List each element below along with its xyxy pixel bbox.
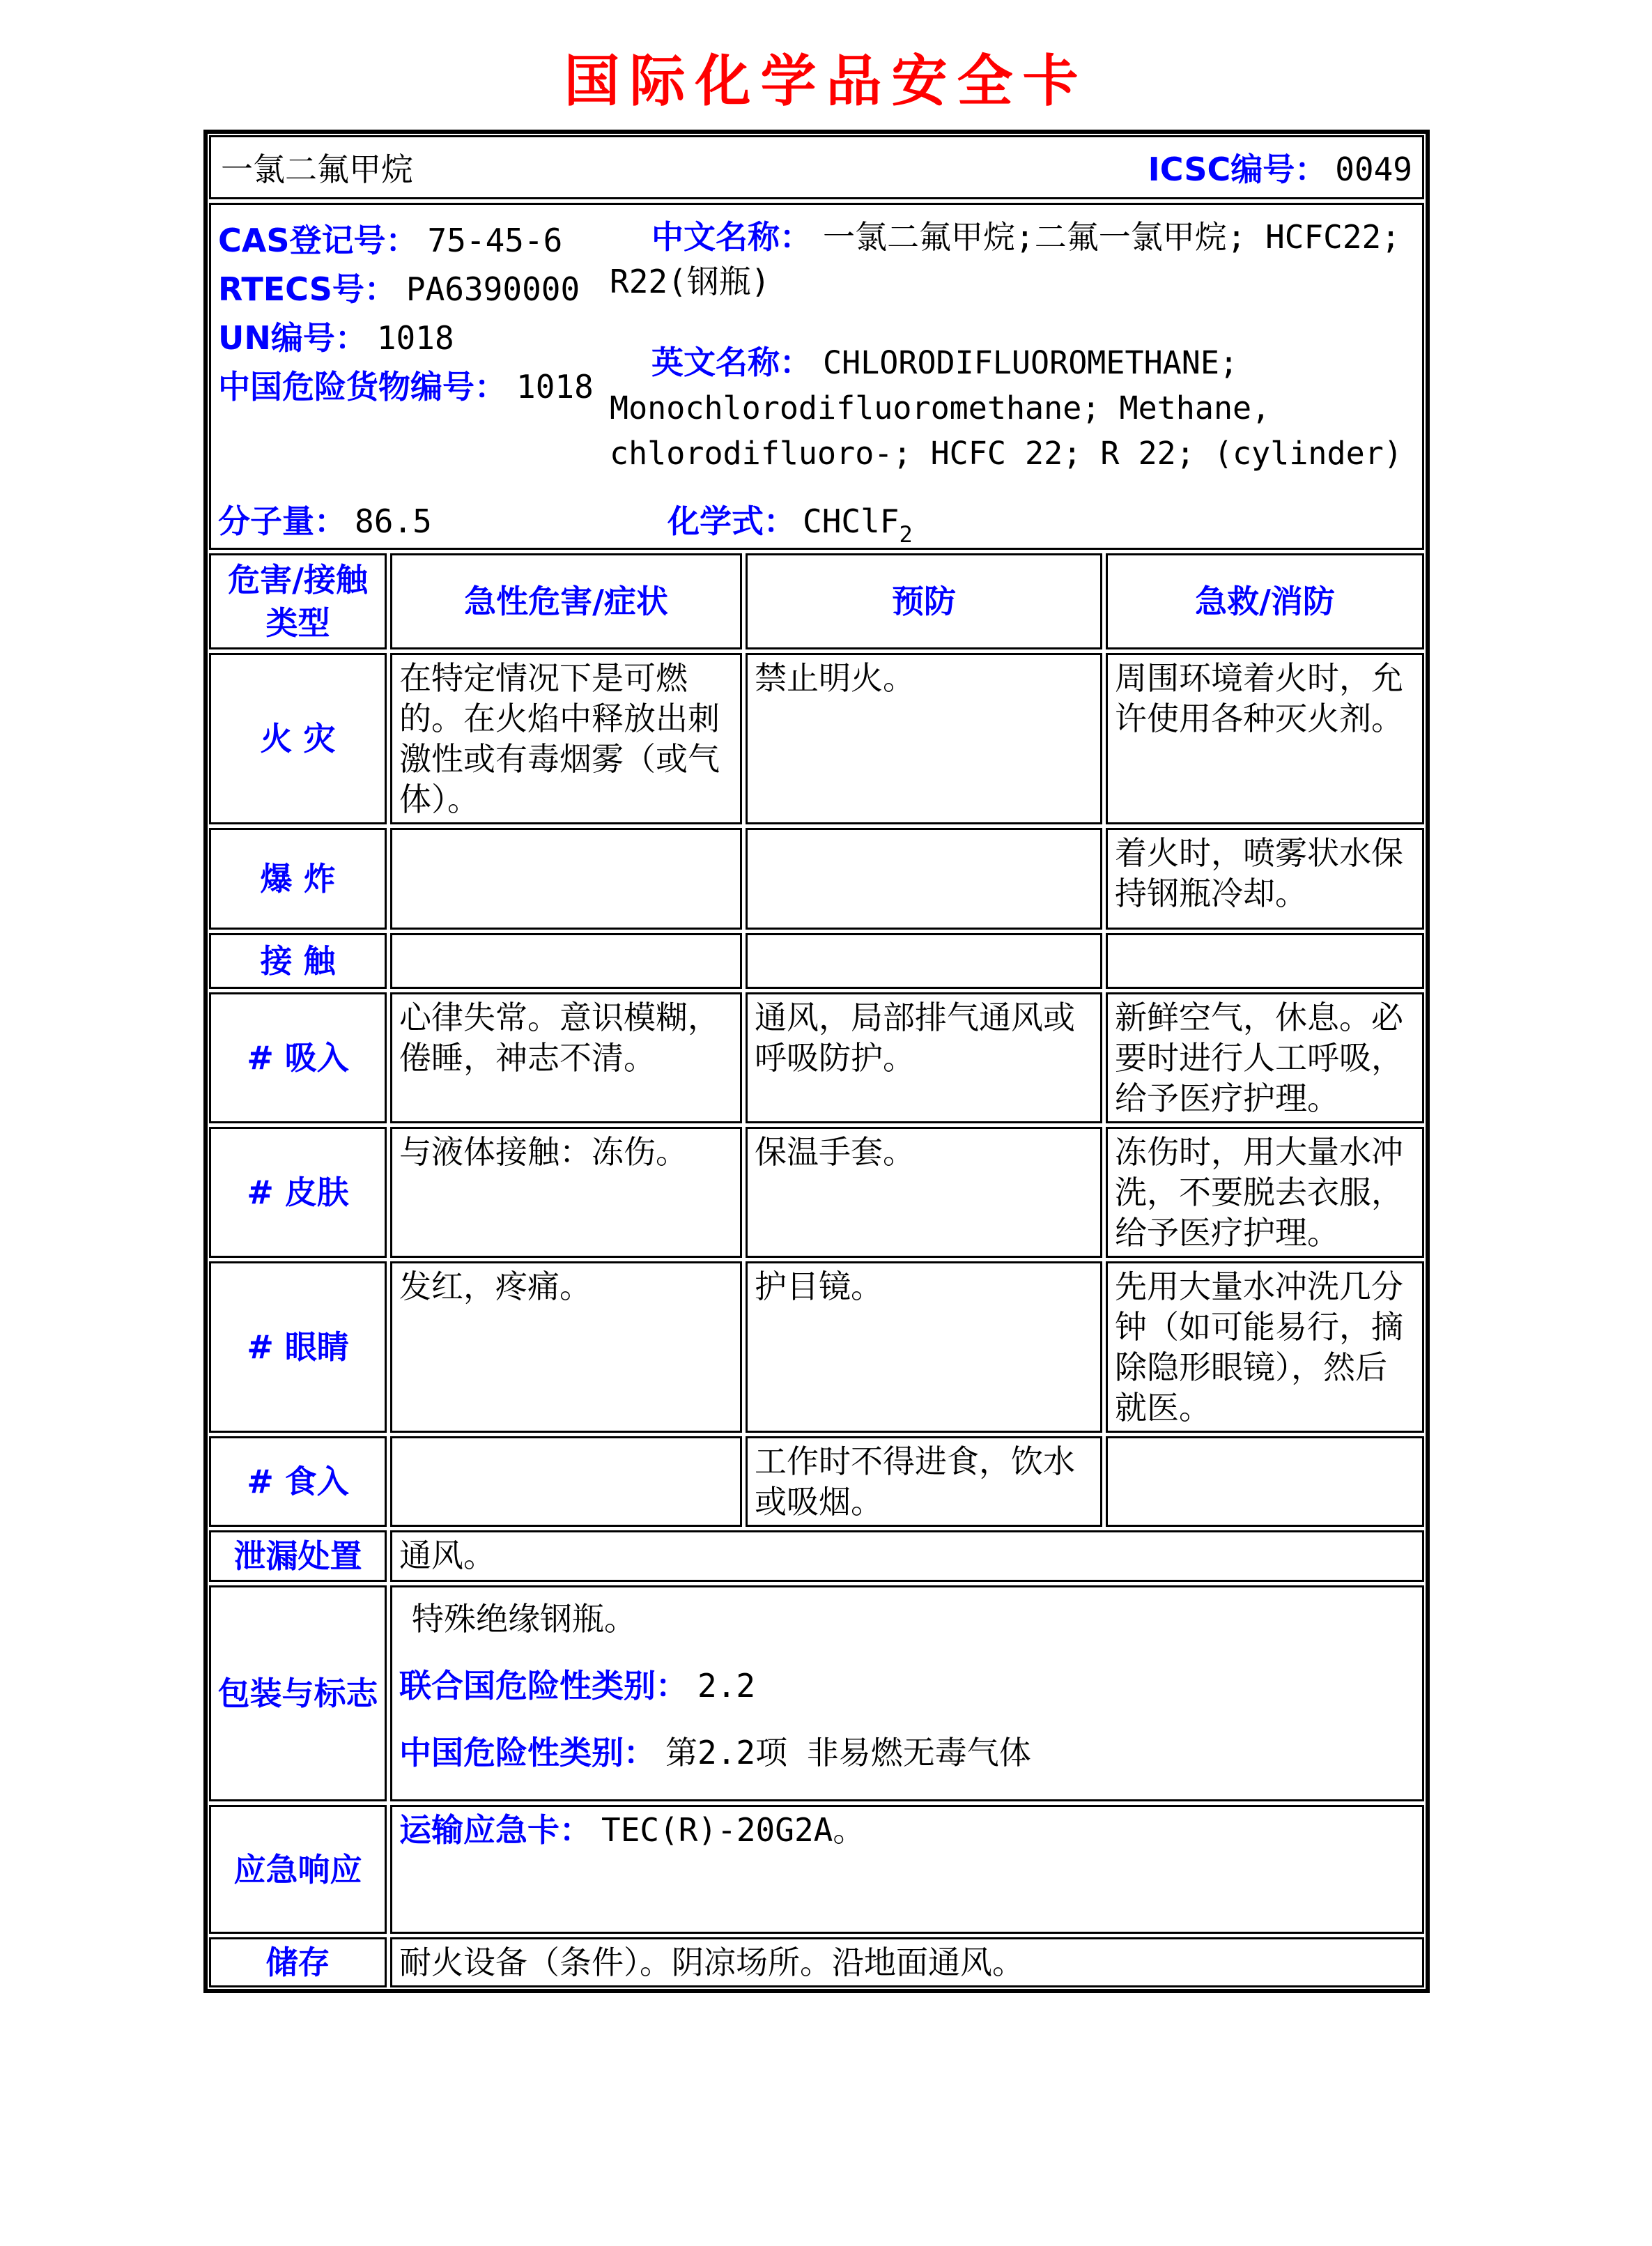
skin-prevention-cell: 保温手套。 [746, 1127, 1102, 1258]
eyes-row-label: # 眼睛 [209, 1261, 387, 1433]
header-prevention: 预防 [746, 553, 1102, 649]
cn-dg-value: 1018 [516, 368, 594, 406]
skin-symptoms-cell: 与液体接触：冻伤。 [390, 1127, 742, 1258]
un-hazard-class-label: 联合国危险性类别： [399, 1667, 688, 1705]
transport-emergency-card-line [399, 1810, 1415, 1850]
cn-dg-number-line [218, 362, 594, 411]
fire-row-label: 火 灾 [209, 653, 387, 824]
exposure-prevention-cell [746, 933, 1102, 989]
ingestion-row-label: # 食入 [209, 1436, 387, 1527]
eyes-first-aid-cell: 先用大量水冲洗几分钟（如可能易行，摘除隐形眼镜），然后就医。 [1106, 1261, 1424, 1433]
formula-value [803, 502, 913, 548]
english-name-label: 英文名称： [651, 344, 812, 381]
emergency-section-label: 应急响应 [209, 1805, 387, 1934]
page-title: 国际化学品安全卡 [564, 49, 1088, 114]
substance-name: 一氯二氟甲烷 [221, 151, 413, 188]
name-row [209, 135, 1424, 199]
cn-dg-label: 中国危险货物编号： [218, 368, 507, 406]
icsc-number-group [1148, 144, 1412, 190]
header-hazard-type: 危害/接触类型 [209, 553, 387, 649]
explosion-symptoms-cell [390, 828, 742, 930]
cas-label: CAS登记号： [218, 222, 418, 259]
rtecs-value: PA6390000 [406, 270, 580, 308]
explosion-row-label: 爆 炸 [209, 828, 387, 930]
inhalation-prevention-cell: 通风，局部排气通风或呼吸防护。 [746, 992, 1102, 1123]
un-number-line [218, 314, 594, 362]
un-hazard-class-line [399, 1666, 1415, 1706]
exposure-symptoms-cell [390, 933, 742, 989]
cn-hazard-class-value: 第2.2项 非易燃无毒气体 [665, 1734, 1031, 1771]
skin-row-label: # 皮肤 [209, 1127, 387, 1258]
skin-first-aid-cell: 冻伤时，用大量水冲洗，不要脱去衣服，给予医疗护理。 [1106, 1127, 1424, 1258]
fire-first-aid-cell: 周围环境着火时，允许使用各种灭火剂。 [1106, 653, 1424, 824]
inhalation-first-aid-cell: 新鲜空气，休息。必要时进行人工呼吸，给予医疗护理。 [1106, 992, 1424, 1123]
spill-section-content: 通风。 [390, 1530, 1424, 1582]
exposure-row-label: 接 触 [209, 933, 387, 989]
chinese-name-line [610, 215, 1416, 304]
cas-value: 75-45-6 [427, 222, 563, 259]
cn-hazard-class-label: 中国危险性类别： [399, 1734, 656, 1771]
formula-label: 化学式： [667, 502, 796, 540]
packaging-section-content [390, 1585, 1424, 1801]
inhalation-symptoms-cell: 心律失常。意识模糊，倦睡，神志不清。 [390, 992, 742, 1123]
formula-base: CHClF [803, 502, 900, 540]
explosion-first-aid-cell: 着火时，喷雾状水保持钢瓶冷却。 [1106, 828, 1424, 930]
info-row [209, 203, 1424, 550]
un-label: UN编号： [218, 319, 367, 357]
cas-number-line [218, 216, 594, 265]
molecular-line [218, 496, 1415, 548]
fire-prevention-cell: 禁止明火。 [746, 653, 1102, 824]
un-hazard-class-value: 2.2 [697, 1667, 756, 1705]
molecular-weight-value: 86.5 [355, 502, 432, 540]
transport-emergency-card-label: 运输应急卡： [399, 1811, 592, 1849]
storage-section-content: 耐火设备（条件）。阴凉场所。沿地面通风。 [390, 1937, 1424, 1987]
rtecs-label: RTECS号： [218, 270, 396, 308]
ingestion-symptoms-cell [390, 1436, 742, 1527]
header-acute-symptoms: 急性危害/症状 [390, 553, 742, 649]
packaging-section-label: 包装与标志 [209, 1585, 387, 1801]
un-value: 1018 [376, 319, 454, 357]
packaging-cylinder-line: 特殊绝缘钢瓶。 [412, 1600, 636, 1638]
exposure-first-aid-cell [1106, 933, 1424, 989]
eyes-symptoms-cell: 发红，疼痛。 [390, 1261, 742, 1433]
names-block [610, 215, 1416, 476]
molecular-weight [218, 502, 432, 540]
fire-symptoms-cell: 在特定情况下是可燃的。在火焰中释放出刺激性或有毒烟雾（或气体）。 [390, 653, 742, 824]
spill-section-label: 泄漏处置 [209, 1530, 387, 1582]
transport-emergency-card-value: TEC(R)-20G2A。 [601, 1811, 865, 1849]
chinese-name-label: 中文名称： [651, 218, 812, 256]
header-first-aid: 急救/消防 [1106, 553, 1424, 649]
chinese-name-value: 一氯二氟甲烷;二氟一氯甲烷; HCFC22; R22(钢瓶) [610, 218, 1400, 300]
storage-section-label: 储存 [209, 1937, 387, 1987]
english-name-line [610, 340, 1416, 476]
chemical-formula [667, 496, 913, 548]
explosion-prevention-cell [746, 828, 1102, 930]
emergency-section-content [390, 1805, 1424, 1934]
molecular-weight-label: 分子量： [218, 502, 346, 540]
icsc-label: ICSC编号： [1148, 151, 1327, 188]
safety-card [203, 130, 1430, 1993]
cn-hazard-class-line [399, 1732, 1415, 1773]
registry-ids [218, 216, 594, 411]
icsc-value: 0049 [1335, 151, 1412, 188]
ingestion-first-aid-cell [1106, 1436, 1424, 1527]
formula-subscript: 2 [899, 521, 913, 548]
inhalation-row-label: # 吸入 [209, 992, 387, 1123]
rtecs-number-line [218, 265, 594, 314]
ingestion-prevention-cell: 工作时不得进食，饮水或吸烟。 [746, 1436, 1102, 1527]
eyes-prevention-cell: 护目镜。 [746, 1261, 1102, 1433]
english-name-value: CHLORODIFLUOROMETHANE; Monochlorodifluoromethane; Methane, chlorodifluoro-; HCFC 22; R 22; (cylinder) [610, 344, 1403, 472]
